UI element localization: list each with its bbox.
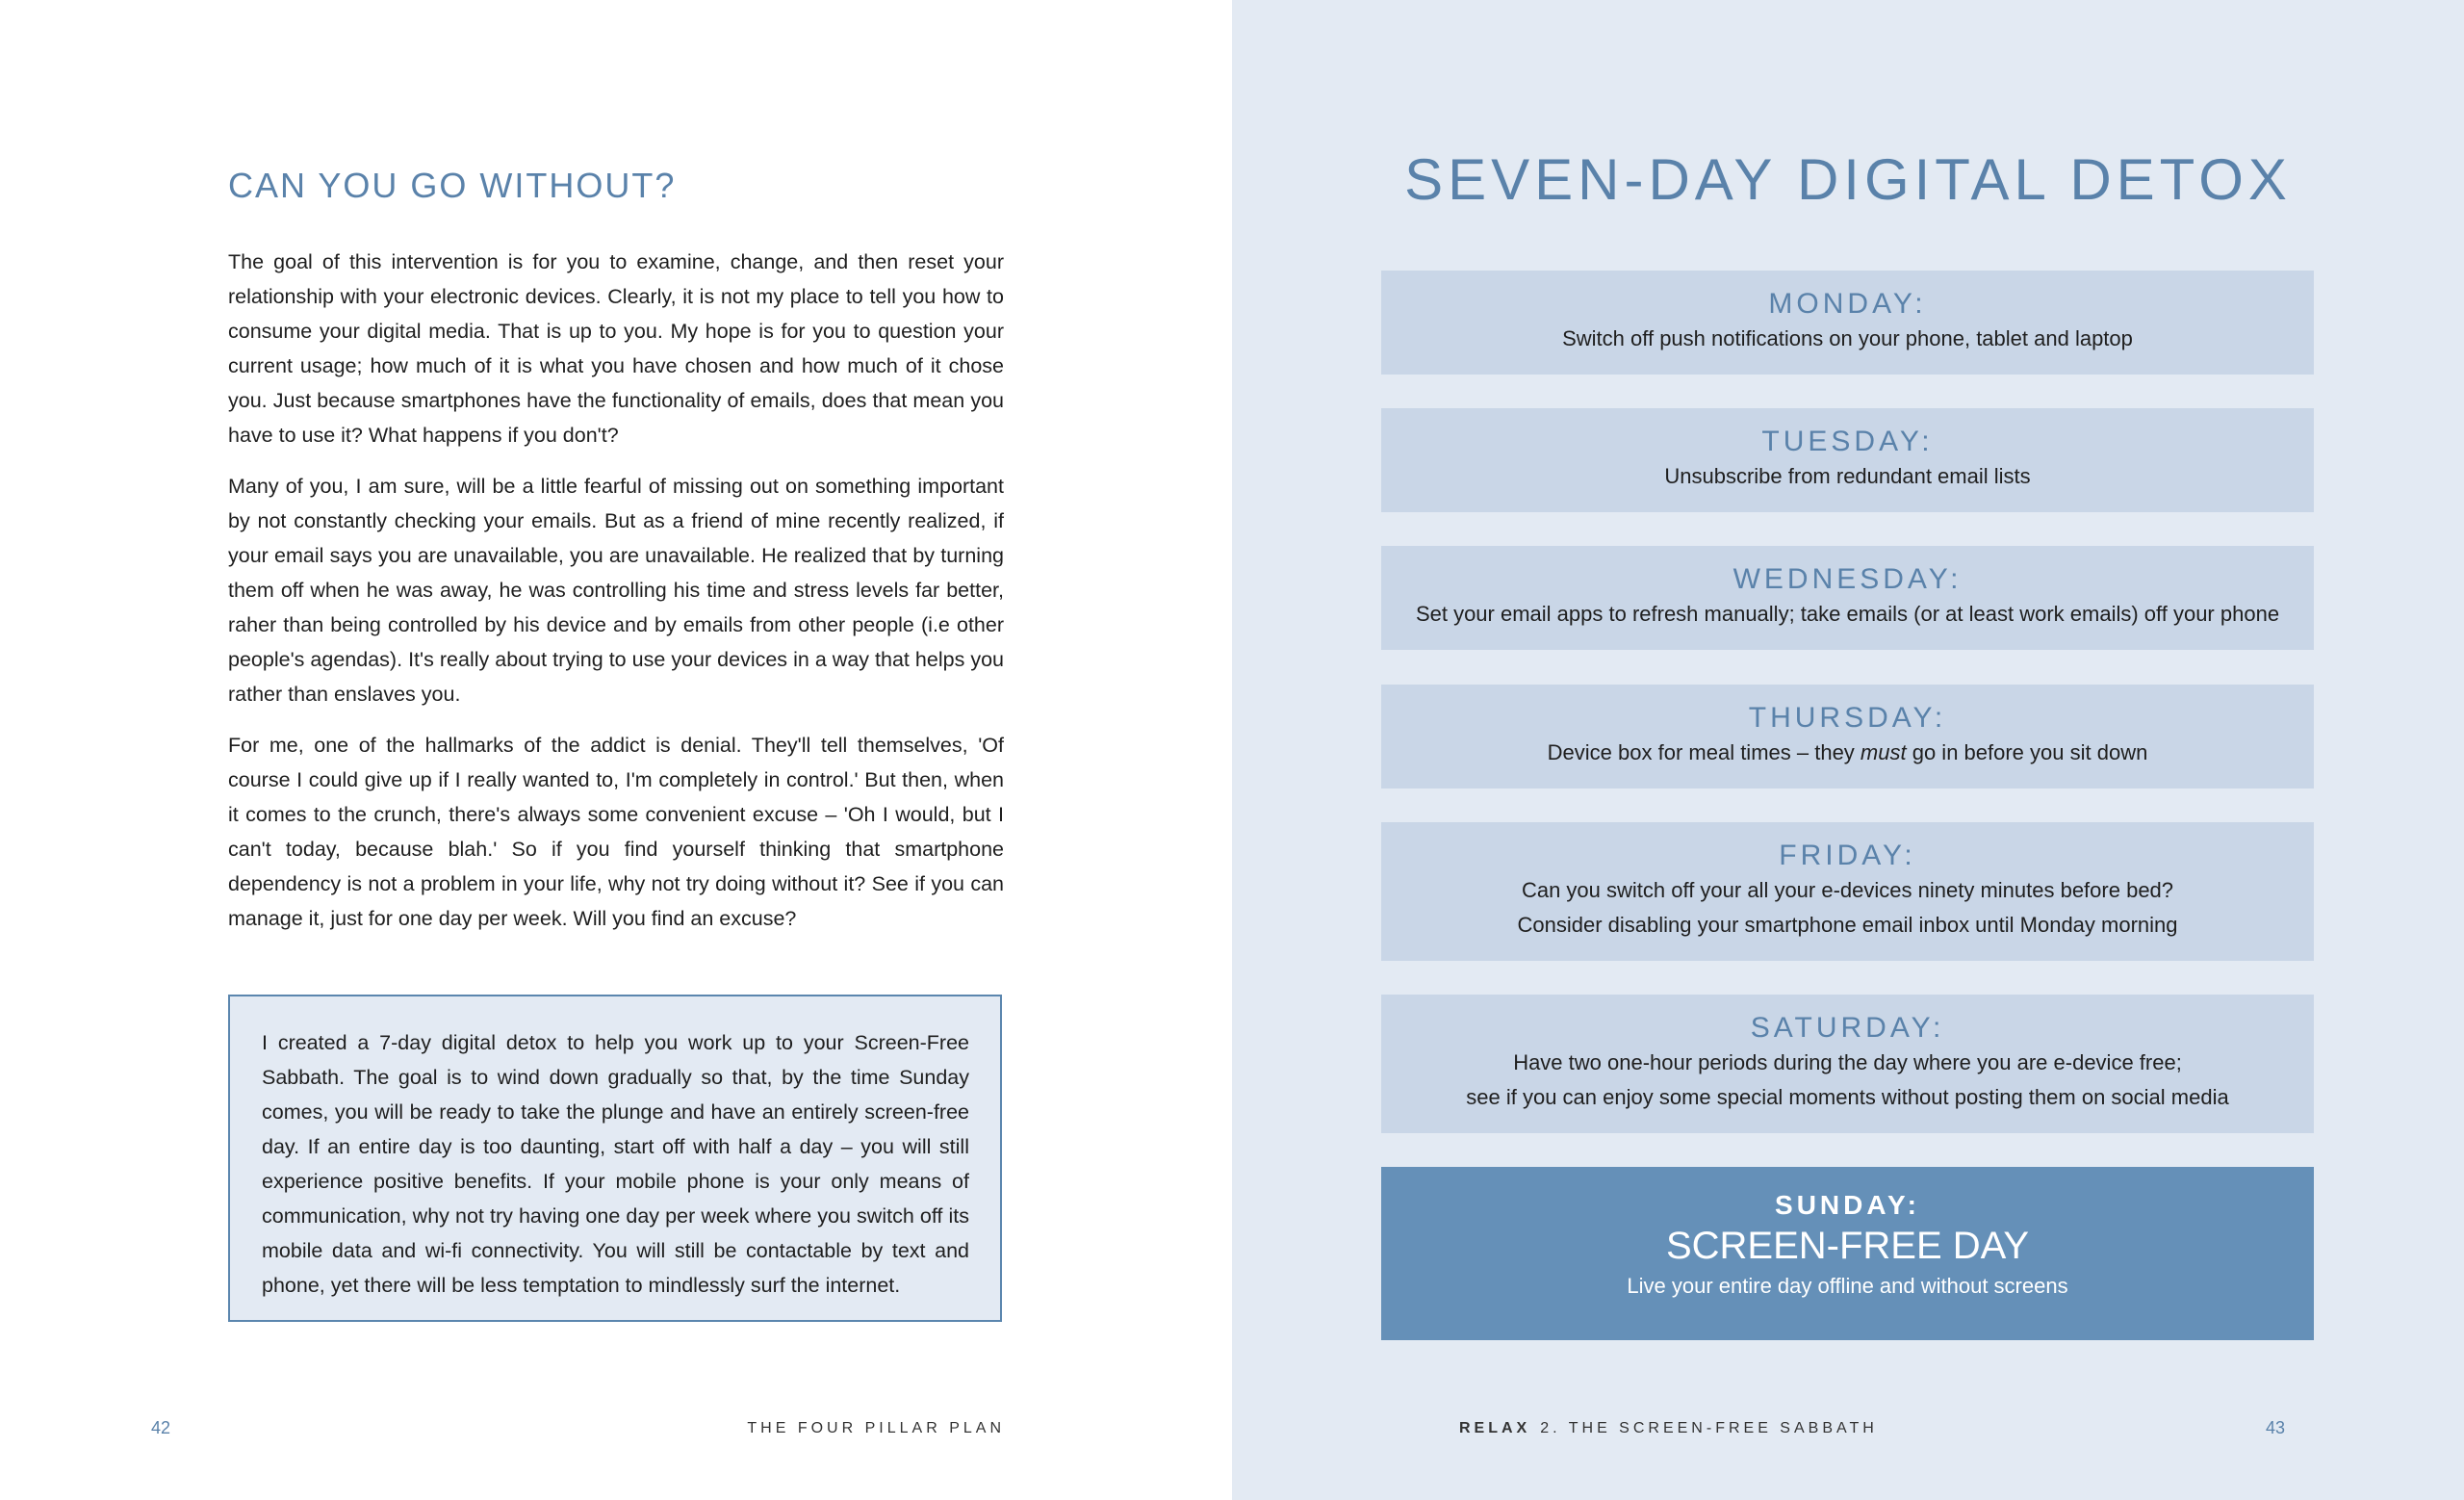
right-page: [1232, 0, 2464, 1500]
day-description: see if you can enjoy some special moments without posting them on social media: [1466, 1085, 2229, 1109]
day-description: [1381, 736, 2314, 770]
running-head-section: RELAX: [1459, 1420, 1531, 1436]
body-text: [228, 245, 1004, 952]
running-head: [1459, 1420, 1878, 1437]
day-description: Set your email apps to refresh manually; take emails (or at least work emails) off your phone: [1415, 602, 2280, 626]
day-description: Can you switch off your all your e-devices ninety minutes before bed?: [1521, 878, 2174, 902]
day-description: Live your entire day offline and without screens: [1627, 1274, 2068, 1298]
day-description: Consider disabling your smartphone email inbox until Monday morning: [1517, 913, 2178, 937]
day-description: Unsubscribe from redundant email lists: [1664, 464, 2031, 488]
day-box-thursday: [1381, 685, 2314, 789]
day-box-monday: [1381, 271, 2314, 375]
page-number: 43: [2265, 1418, 2285, 1437]
day-description-end: go in before you sit down: [1906, 740, 2148, 764]
page-number: 42: [151, 1418, 171, 1437]
day-description: Switch off push notifications on your phone, tablet and laptop: [1562, 326, 2133, 350]
day-name: TUESDAY:: [1761, 426, 1934, 457]
section-heading: CAN YOU GO WITHOUT?: [228, 166, 677, 205]
callout-box: [228, 995, 1002, 1322]
day-tagline: SCREEN-FREE DAY: [1665, 1225, 2030, 1267]
paragraph: Many of you, I am sure, will be a little fearful of missing out on something important by not constantly checking your emails. But as a friend of mine recently realized, if your email says you are unavailable, you are unavailable. He realized that by turning them off when he was away, he was controlling his time and stress levels far better, raher than being controlled by his device and by emails from other people (i.e other people's agendas). It's really about trying to use your devices in a way that helps you rather than enslaves you.: [228, 475, 1004, 706]
day-box-sunday: [1381, 1167, 2314, 1340]
day-description: Have two one-hour periods during the day where you are e-device free;: [1513, 1050, 2182, 1074]
day-box-friday: [1381, 822, 2314, 961]
paragraph: For me, one of the hallmarks of the addict is denial. They'll tell themselves, 'Of course I could give up if I really wanted to, I'm completely in control.' But then, when it comes to the crunch, there's always some convenient excuse – 'Oh I would, but I can't today, because blah.' So if you find yourself thinking that smartphone dependency is not a problem in your life, why not try doing without it? See if you can manage it, just for one day per week. Will you find an excuse?: [228, 734, 1004, 930]
day-box-tuesday: [1381, 408, 2314, 512]
page-title: SEVEN-DAY DIGITAL DETOX: [1404, 147, 2292, 212]
day-name: MONDAY:: [1768, 288, 1927, 320]
day-name: THURSDAY:: [1748, 702, 1947, 734]
day-name: WEDNESDAY:: [1732, 563, 1963, 595]
day-name: FRIDAY:: [1779, 840, 1916, 871]
paragraph: The goal of this intervention is for you to examine, change, and then reset your relationship with your electronic devices. Clearly, it is not my place to tell you how to consume your digital media. That is up to you. My hope is for you to question your current usage; how much of it is what you have chosen and how much of it chose you. Just because smartphones have the functionality of emails, does that mean you have to use it? What happens if you don't?: [228, 250, 1004, 447]
day-name: SUNDAY:: [1775, 1190, 1920, 1220]
emphasis-word: must: [1860, 740, 1907, 764]
running-head: THE FOUR PILLAR PLAN: [747, 1420, 1005, 1436]
day-box-wednesday: [1381, 546, 2314, 650]
running-head-chapter: 2. THE SCREEN-FREE SABBATH: [1540, 1420, 1878, 1436]
callout-text: I created a 7-day digital detox to help you work up to your Screen-Free Sabbath. The goal is to wind down gradually so that, by the time Sunday comes, you will be ready to take the plunge and have an entirely screen-free day. If an entire day is too daunting, start off with half a day – you will still experience positive benefits. If your mobile phone is your only means of communication, why not try having one day per week where you switch off its mobile data and wi-fi connectivity. You will still be contactable by text and phone, yet there will be less temptation to mindlessly surf the internet.: [262, 1031, 969, 1297]
day-name: SATURDAY:: [1750, 1012, 1945, 1044]
day-box-saturday: [1381, 995, 2314, 1133]
day-description-start: Device box for meal times – they: [1547, 740, 1861, 764]
